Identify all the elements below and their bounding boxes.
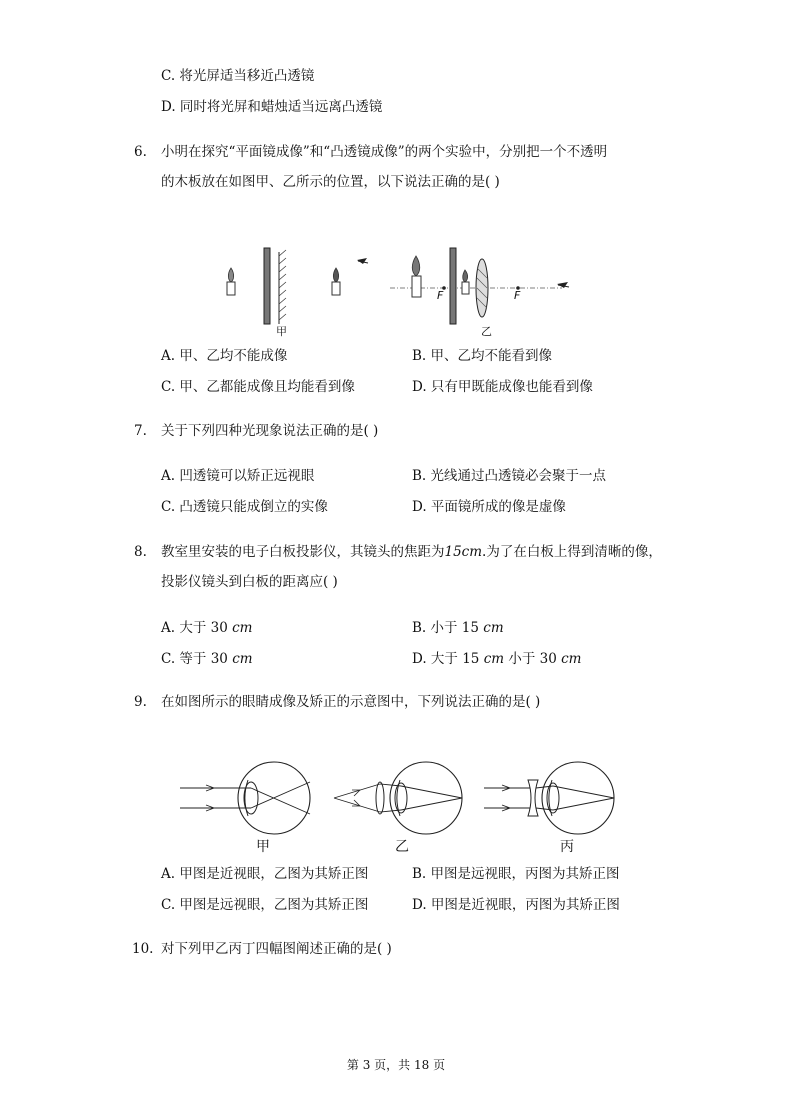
q8-option-d-mid: 小于 30	[504, 651, 562, 667]
q9-option-b: B. 甲图是远视眼，丙图为其矫正图	[412, 866, 620, 882]
q7-stem: 关于下列四种光现象说法正确的是( )	[161, 423, 379, 439]
q6-option-d: D. 只有甲既能成像也能看到像	[412, 379, 593, 395]
focal-point-label-2: F	[514, 289, 521, 302]
q8-option-b-unit: cm	[483, 620, 504, 636]
eye-icon-b	[557, 282, 569, 288]
convex-lens	[476, 259, 488, 317]
q6-stem-line2: 的木板放在如图甲、乙所示的位置，以下说法正确的是( )	[161, 174, 500, 190]
eye-diagram-yi	[334, 762, 462, 834]
figure-label-yi: 乙	[481, 325, 492, 338]
q8-option-d-unit2: cm	[561, 651, 582, 667]
q7-option-d: D. 平面镜所成的像是虚像	[412, 499, 566, 515]
eye-diagram-jia	[180, 762, 310, 834]
candle-icon-a	[227, 268, 235, 295]
q9-option-c: C. 甲图是远视眼，乙图为其矫正图	[161, 897, 369, 913]
q7-option-a: A. 凹透镜可以矫正远视眼	[161, 468, 315, 484]
opaque-board-a	[264, 248, 270, 324]
q8-stem-line1	[161, 543, 662, 561]
q8-option-a-unit: cm	[232, 620, 253, 636]
q5-option-d: D. 同时将光屏和蜡烛适当远离凸透镜	[161, 99, 383, 115]
q9-option-d: D. 甲图是近视眼，丙图为其矫正图	[412, 897, 620, 913]
eye-figure-label-bing: 丙	[560, 839, 574, 855]
q6-option-c: C. 甲、乙都能成像且均能看到像	[161, 379, 355, 395]
q9-option-a: A. 甲图是近视眼，乙图为其矫正图	[161, 866, 369, 882]
q10-number: 10.	[132, 941, 154, 957]
candle-icon-b	[332, 268, 340, 295]
q7-number: 7.	[134, 423, 147, 439]
q10-stem: 对下列甲乙丙丁四幅图阐述正确的是( )	[161, 941, 392, 957]
q6-option-b: B. 甲、乙均不能看到像	[412, 348, 553, 364]
q8-stem-part1: 教室里安装的电子白板投影仪，其镜头的焦距为	[161, 544, 445, 560]
eye-icon-a	[357, 258, 368, 264]
eye-figure-label-yi: 乙	[395, 839, 409, 855]
focal-point-label-1: F	[437, 289, 444, 302]
candle-icon-d	[462, 270, 469, 294]
q8-stem-line2: 投影仪镜头到白板的距离应( )	[161, 574, 338, 590]
q8-option-c-unit: cm	[232, 651, 253, 667]
q8-focal-length: 15cm	[444, 544, 483, 560]
q8-option-b	[412, 619, 504, 637]
q9-figure	[176, 760, 626, 840]
q6-figure	[200, 238, 590, 342]
q5-option-c: C. 将光屏适当移近凸透镜	[161, 68, 315, 84]
opaque-board-b	[450, 248, 456, 324]
q6-stem-line1: 小明在探究“平面镜成像”和“凸透镜成像”的两个实验中，分别把一个不透明	[161, 144, 608, 160]
candle-icon-c	[412, 256, 421, 297]
q7-option-b: B. 光线通过凸透镜必会聚于一点	[412, 468, 607, 484]
q7-option-c: C. 凸透镜只能成倒立的实像	[161, 499, 328, 515]
q8-option-c-text: C. 等于 30	[161, 651, 233, 667]
q8-option-d	[412, 650, 582, 668]
q9-number: 9.	[134, 694, 147, 710]
eye-figure-label-jia: 甲	[256, 839, 270, 855]
q8-option-a	[161, 619, 252, 637]
q8-option-d-unit1: cm	[483, 651, 505, 667]
q8-number: 8.	[134, 544, 147, 560]
q8-stem-part2: .为了在白板上得到清晰的像，	[482, 544, 662, 560]
q9-stem: 在如图所示的眼睛成像及矫正的示意图中，下列说法正确的是( )	[161, 694, 541, 710]
page-footer: 第 3 页，共 18 页	[346, 1058, 446, 1072]
q8-option-b-text: B. 小于 15	[412, 620, 484, 636]
figure-label-jia: 甲	[276, 325, 287, 338]
q6-number: 6.	[134, 144, 147, 160]
q8-option-a-text: A. 大于 30	[161, 620, 233, 636]
q6-option-a: A. 甲、乙均不能成像	[161, 348, 288, 364]
eye-diagram-bing	[484, 762, 614, 834]
plane-mirror	[279, 250, 286, 324]
q8-option-c	[161, 650, 253, 668]
q8-option-d-text: D. 大于 15	[412, 651, 484, 667]
